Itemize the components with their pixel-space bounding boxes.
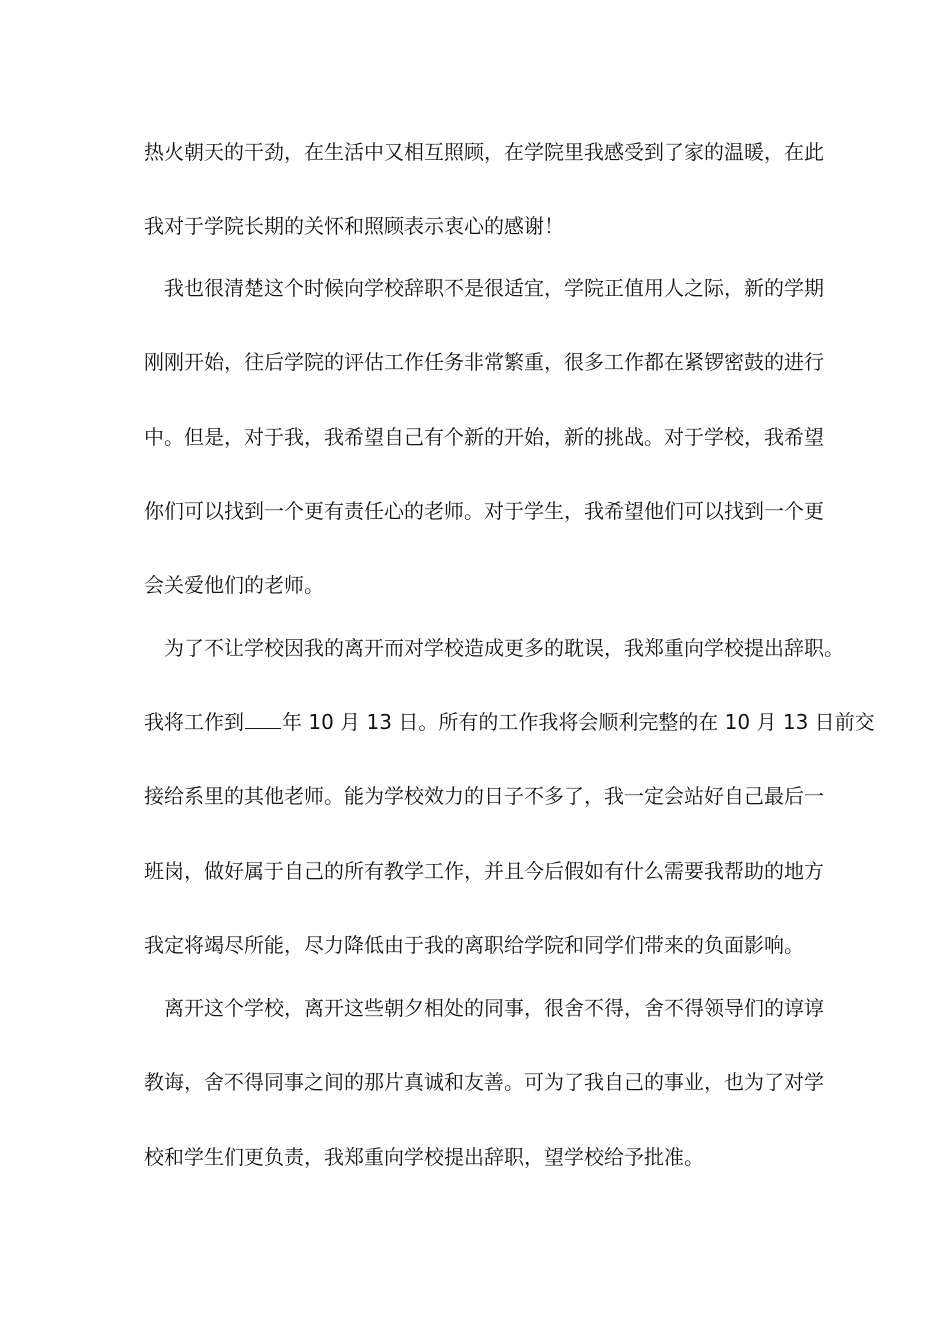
paragraph-3-line-1: 为了不让学校因我的离开而对学校造成更多的耽误，我郑重向学校提出辞职。 bbox=[164, 636, 844, 660]
paragraph-3-line-2 bbox=[144, 710, 875, 734]
paragraph-3-line-5: 我定将竭尽所能，尽力降低由于我的离职给学院和同学们带来的负面影响。 bbox=[144, 933, 804, 957]
paragraph-2-line-4: 你们可以找到一个更有责任心的老师。对于学生，我希望他们可以找到一个更 bbox=[144, 499, 824, 523]
paragraph-4-line-2: 教诲，舍不得同事之间的那片真诚和友善。可为了我自己的事业，也为了对学 bbox=[144, 1070, 824, 1094]
blank-line-before: 我将工作到 bbox=[144, 710, 244, 734]
blank-line-after: 年 10 月 13 日。所有的工作我将会顺利完整的在 10 月 13 日前交 bbox=[282, 710, 875, 734]
date-blank-underline bbox=[245, 710, 281, 729]
paragraph-2-line-3: 中。但是，对于我，我希望自己有个新的开始，新的挑战。对于学校，我希望 bbox=[144, 425, 824, 449]
paragraph-3-line-3: 接给系里的其他老师。能为学校效力的日子不多了，我一定会站好自己最后一 bbox=[144, 784, 824, 808]
paragraph-2-line-2: 刚刚开始，往后学院的评估工作任务非常繁重，很多工作都在紧锣密鼓的进行 bbox=[144, 350, 824, 374]
paragraph-2-line-5: 会关爱他们的老师。 bbox=[144, 573, 324, 597]
paragraph-4-line-3: 校和学生们更负责，我郑重向学校提出辞职，望学校给予批准。 bbox=[144, 1145, 704, 1169]
paragraph-1-line-1: 热火朝天的干劲，在生活中又相互照顾，在学院里我感受到了家的温暖，在此 bbox=[144, 140, 824, 164]
paragraph-2-line-1: 我也很清楚这个时候向学校辞职不是很适宜，学院正值用人之际，新的学期 bbox=[164, 276, 824, 300]
paragraph-4-line-1: 离开这个学校，离开这些朝夕相处的同事，很舍不得，舍不得领导们的谆谆 bbox=[164, 996, 824, 1020]
paragraph-3-line-4: 班岗，做好属于自己的所有教学工作，并且今后假如有什么需要我帮助的地方 bbox=[144, 859, 824, 883]
paragraph-1-line-2: 我对于学院长期的关怀和照顾表示衷心的感谢！ bbox=[144, 214, 564, 238]
